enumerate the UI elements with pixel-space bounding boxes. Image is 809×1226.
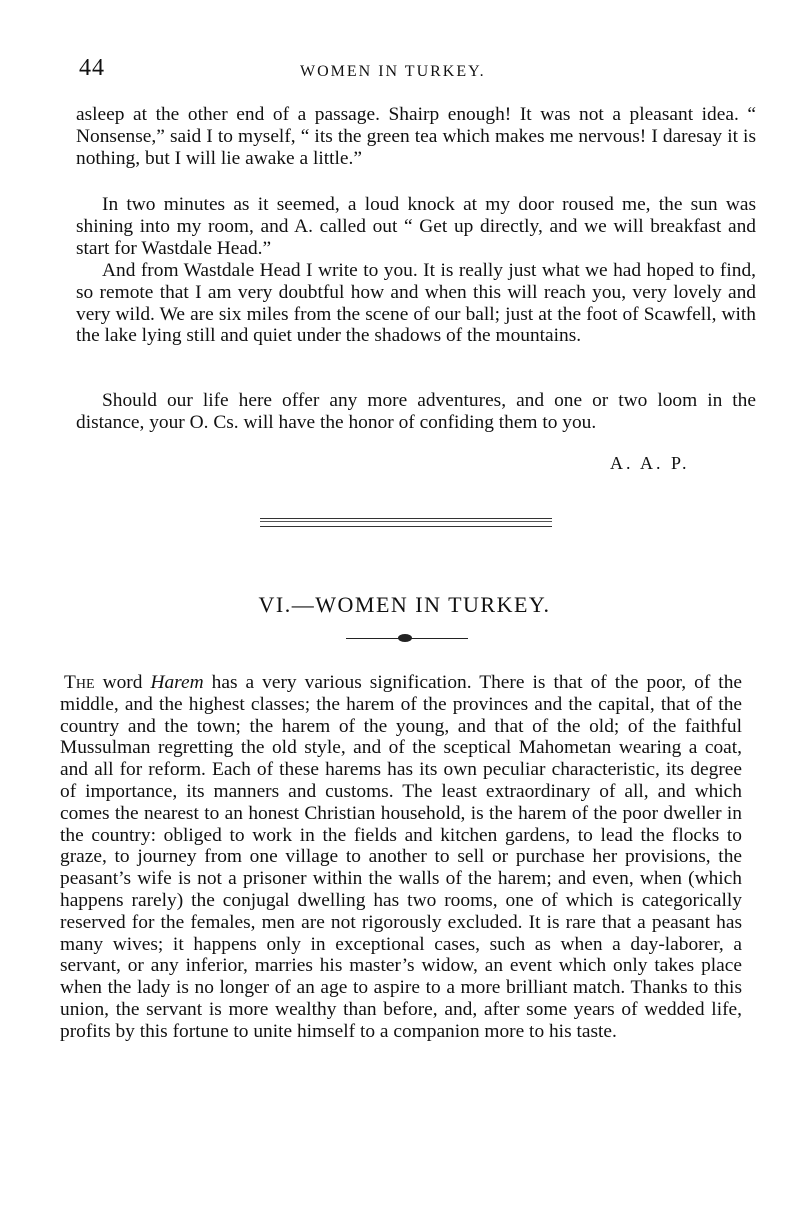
letter-paragraph-4: Should our life here offer any more adventures, and one or two loom in the distance, your O. Cs. will have the honor of confiding them to you. (76, 390, 756, 433)
running-title: WOMEN IN TURKEY. (300, 63, 486, 80)
chapter-title: VI.—WOMEN IN TURKEY. (258, 592, 551, 617)
letter-paragraph-2: In two minutes as it seemed, a loud knock at my door roused me, the sun was shining into my room, and A. called out “ Get up directly, and we will breakfast and start for Wastdale Head.” (76, 194, 756, 259)
chapter-paragraph-1 (60, 672, 742, 1043)
word-2: word (102, 672, 143, 693)
letter-paragraph-3: And from Wastdale Head I write to you. It is really just what we had hoped to find, so remote that I am very doubtful how and when this will reach you, very lovely and very wild. We are six miles from the scene of our ball; just at the foot of Scawfell, with the lake lying still and quiet under the shadows of the mountains. (76, 260, 756, 347)
section-divider (260, 518, 552, 527)
drop-word: The (64, 672, 95, 693)
page-number: 44 (79, 55, 105, 81)
running-head (0, 55, 809, 85)
italic-term: Harem (150, 672, 204, 693)
letter-paragraph-1: asleep at the other end of a passage. Shairp enough! It was not a pleasant idea. “ Nonsense,” said I to myself, “ its the green tea which makes me nervous! I daresay it is nothing, but I will lie awake a little.” (76, 104, 756, 169)
title-ornament (346, 630, 468, 644)
paragraph-body: has a very various signification. There is that of the poor, of the middle, and the highest classes; the harem of the provinces and the capital, that of the country and the town; the harem of the young, and that of the old; of the faithful Mussulman regretting the old style, and of the sceptical Mahometan wearing a coat, and all for reform. Each of these harems has its own peculiar characteristic, its degree of importance, its manners and customs. The least extraordinary of all, and which comes the nearest to an honest Christian household, is the harem of the poor dweller in the country: obliged to work in the fields and kitchen gardens, to lead the flocks to graze, to journey from one village to another to sell or purchase her provisions, the peasant’s wife is not a prisoner within the walls of the harem; and even, when (which happens rarely) the conjugal dwelling has two rooms, one of which is categorically reserved for the females, men are not rigorously excluded. It is rare that a peasant has many wives; it happens only in exceptional cases, such as when a day-laborer, a servant, or any inferior, marries his master’s widow, an event which only takes place when the lady is no longer of an age to aspire to a more brilliant match. Thanks to this union, the servant is more wealthy than before, and, after some years of wedded life, profits by this fortune to unite himself to a companion more to his taste. (60, 672, 742, 1042)
letter-signature: A. A. P. (610, 453, 690, 473)
